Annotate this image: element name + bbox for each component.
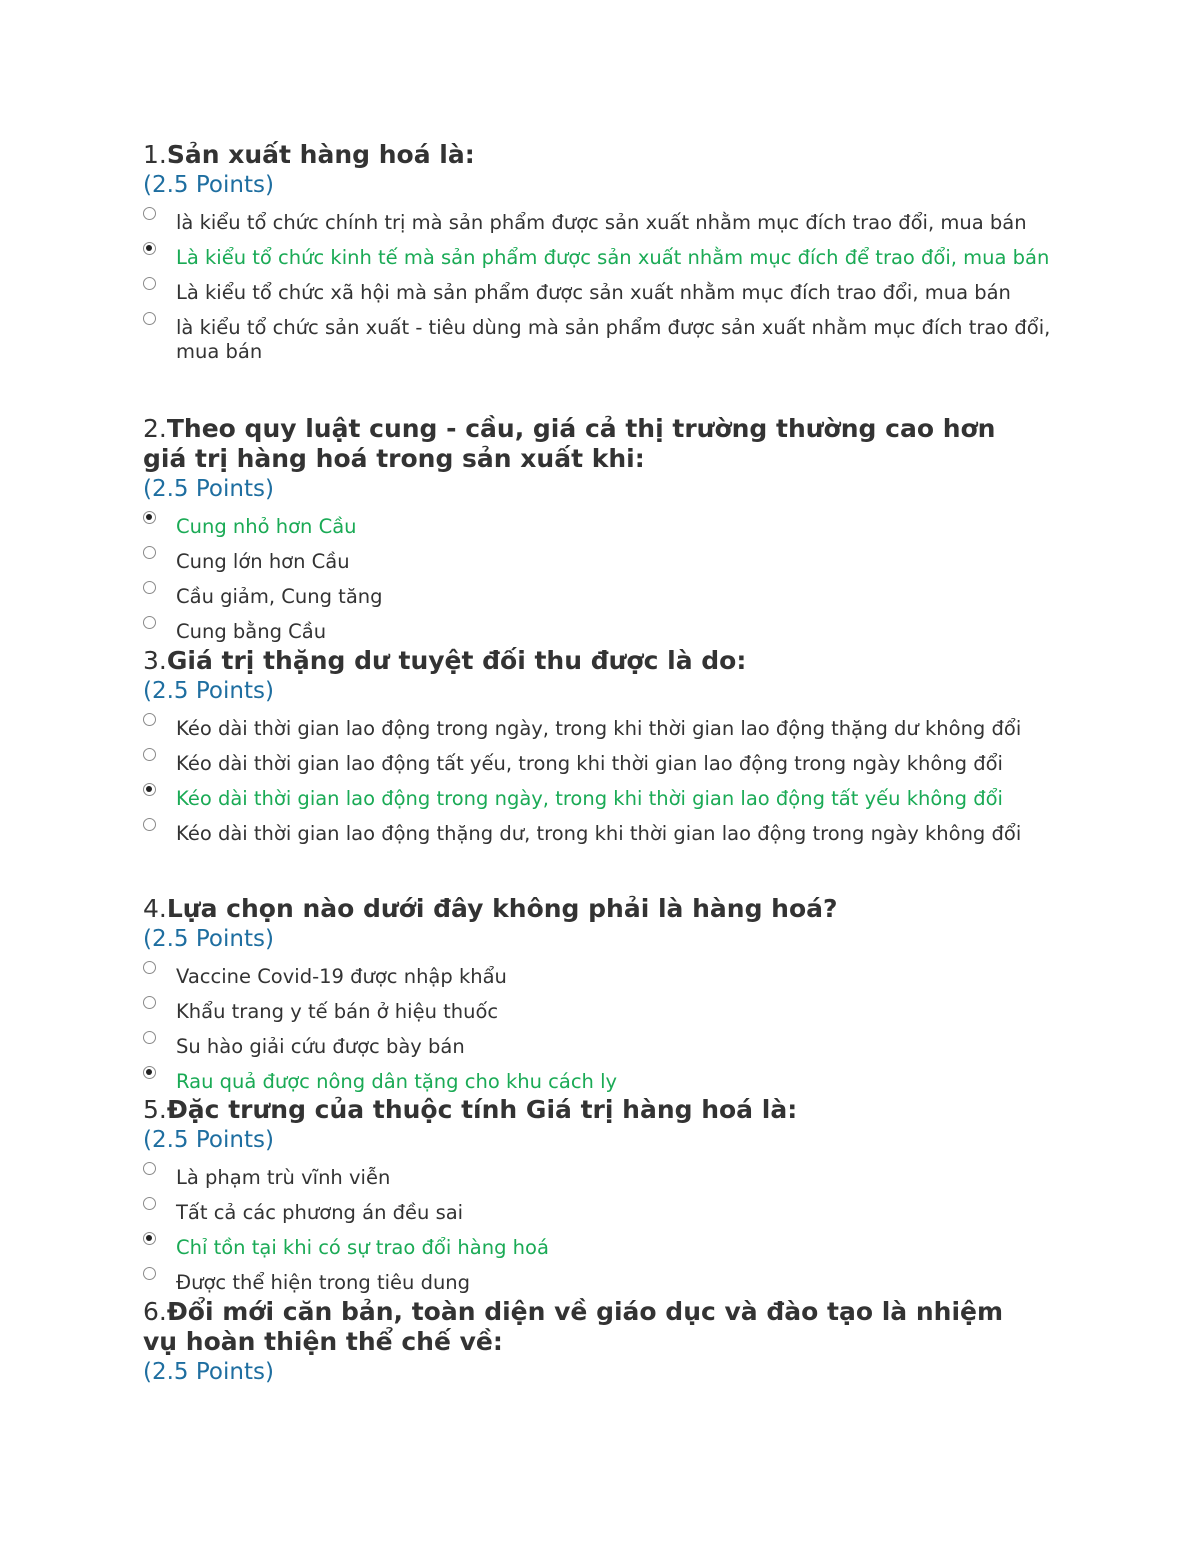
question-5 [143,1095,1043,1295]
answer-option[interactable] [143,787,1066,811]
question-text: Lựa chọn nào dưới đây không phải là hàng hoá? [166,894,838,923]
radio-button-icon[interactable] [143,961,156,974]
radio-button-icon[interactable] [143,1197,156,1210]
answer-label: Kéo dài thời gian lao động thặng dư, trong khi thời gian lao động trong ngày không đổi [176,822,1022,845]
radio-button-icon[interactable] [143,546,156,559]
question-number: 2. [143,414,167,443]
radio-selected-dot-icon [146,1069,152,1075]
answer-label: là kiểu tổ chức chính trị mà sản phẩm được sản xuất nhằm mục đích trao đổi, mua bán [176,211,1027,234]
radio-selected-dot-icon [146,245,152,251]
radio-button-icon[interactable] [143,1162,156,1175]
question-number: 3. [143,646,167,675]
question-number: 6. [143,1297,167,1326]
radio-selected-dot-icon [146,786,152,792]
radio-button-icon[interactable] [143,242,156,255]
answer-label: Cầu giảm, Cung tăng [176,585,383,608]
question-points: (2.5 Points) [143,678,274,704]
question-4 [143,894,1043,1094]
answer-label: Là phạm trù vĩnh viễn [176,1166,391,1189]
answer-label: Chỉ tồn tại khi có sự trao đổi hàng hoá [176,1236,549,1259]
question-1 [143,140,1051,364]
question-3 [143,646,1043,846]
answer-option[interactable] [143,1070,1066,1094]
question-points: (2.5 Points) [143,476,274,502]
question-text: Đặc trưng của thuộc tính Giá trị hàng hoá là: [166,1095,798,1124]
answer-option[interactable] [143,585,1066,609]
answer-option[interactable] [143,281,1066,305]
question-points: (2.5 Points) [143,1127,274,1153]
question-2 [143,414,1043,644]
question-title [143,414,1043,474]
answer-label: là kiểu tổ chức sản xuất - tiêu dùng mà sản phẩm được sản xuất nhằm mục đích trao đổi, mua bán [176,316,1051,363]
radio-button-icon[interactable] [143,1232,156,1245]
question-number: 1. [143,140,167,169]
radio-button-icon[interactable] [143,996,156,1009]
answer-option[interactable] [143,717,1066,741]
radio-selected-dot-icon [146,1235,152,1241]
answer-option[interactable] [143,316,1066,364]
question-title [143,894,1043,924]
answer-option[interactable] [143,1236,1066,1260]
answer-option[interactable] [143,620,1066,644]
answer-label: Được thể hiện trong tiêu dung [176,1271,471,1294]
answer-option[interactable] [143,1271,1066,1295]
answer-label: Tất cả các phương án đều sai [176,1201,464,1224]
answer-label: Khẩu trang y tế bán ở hiệu thuốc [176,1000,499,1023]
answer-label: Kéo dài thời gian lao động trong ngày, trong khi thời gian lao động thặng dư không đổi [176,717,1022,740]
question-title [143,1297,1043,1357]
question-title [143,646,1043,676]
question-text: Theo quy luật cung - cầu, giá cả thị trường thường cao hơn giá trị hàng hoá trong sản xuất khi: [143,414,996,473]
radio-button-icon[interactable] [143,207,156,220]
question-points: (2.5 Points) [143,172,274,198]
radio-button-icon[interactable] [143,1267,156,1280]
answer-option[interactable] [143,752,1066,776]
radio-button-icon[interactable] [143,748,156,761]
answer-label: Su hào giải cứu được bày bán [176,1035,465,1058]
answer-option[interactable] [143,1035,1066,1059]
answer-label: Cung bằng Cầu [176,620,327,643]
question-text: Giá trị thặng dư tuyệt đối thu được là do: [166,646,747,675]
question-points: (2.5 Points) [143,1359,274,1385]
answer-option[interactable] [143,515,1066,539]
radio-button-icon[interactable] [143,1066,156,1079]
answer-option[interactable] [143,246,1066,270]
radio-button-icon[interactable] [143,1031,156,1044]
answer-option[interactable] [143,1166,1066,1190]
radio-button-icon[interactable] [143,277,156,290]
radio-button-icon[interactable] [143,511,156,524]
answer-label: Cung lớn hơn Cầu [176,550,350,573]
question-6 [143,1297,1043,1391]
radio-button-icon[interactable] [143,581,156,594]
answer-label: Kéo dài thời gian lao động tất yếu, trong khi thời gian lao động trong ngày không đổi [176,752,1003,775]
question-title [143,140,1043,170]
answer-label: Kéo dài thời gian lao động trong ngày, trong khi thời gian lao động tất yếu không đổi [176,787,1003,810]
question-title [143,1095,1043,1125]
answer-label: Rau quả được nông dân tặng cho khu cách ly [176,1070,618,1093]
question-text: Đổi mới căn bản, toàn diện về giáo dục và đào tạo là nhiệm vụ hoàn thiện thể chế về: [143,1297,1004,1356]
radio-button-icon[interactable] [143,713,156,726]
answer-option[interactable] [143,965,1066,989]
answer-option[interactable] [143,1201,1066,1225]
answer-option[interactable] [143,211,1066,235]
question-points: (2.5 Points) [143,926,274,952]
radio-button-icon[interactable] [143,818,156,831]
question-number: 4. [143,894,167,923]
radio-button-icon[interactable] [143,312,156,325]
question-number: 5. [143,1095,167,1124]
radio-selected-dot-icon [146,514,152,520]
answer-label: Cung nhỏ hơn Cầu [176,515,357,538]
answer-option[interactable] [143,822,1066,846]
radio-button-icon[interactable] [143,783,156,796]
answer-label: Vaccine Covid-19 được nhập khẩu [176,965,507,988]
radio-button-icon[interactable] [143,616,156,629]
question-text: Sản xuất hàng hoá là: [166,140,475,169]
answer-option[interactable] [143,1000,1066,1024]
answer-label: Là kiểu tổ chức kinh tế mà sản phẩm được sản xuất nhằm mục đích để trao đổi, mua bán [176,246,1050,269]
answer-option[interactable] [143,550,1066,574]
answer-label: Là kiểu tổ chức xã hội mà sản phẩm được sản xuất nhằm mục đích trao đổi, mua bán [176,281,1011,304]
